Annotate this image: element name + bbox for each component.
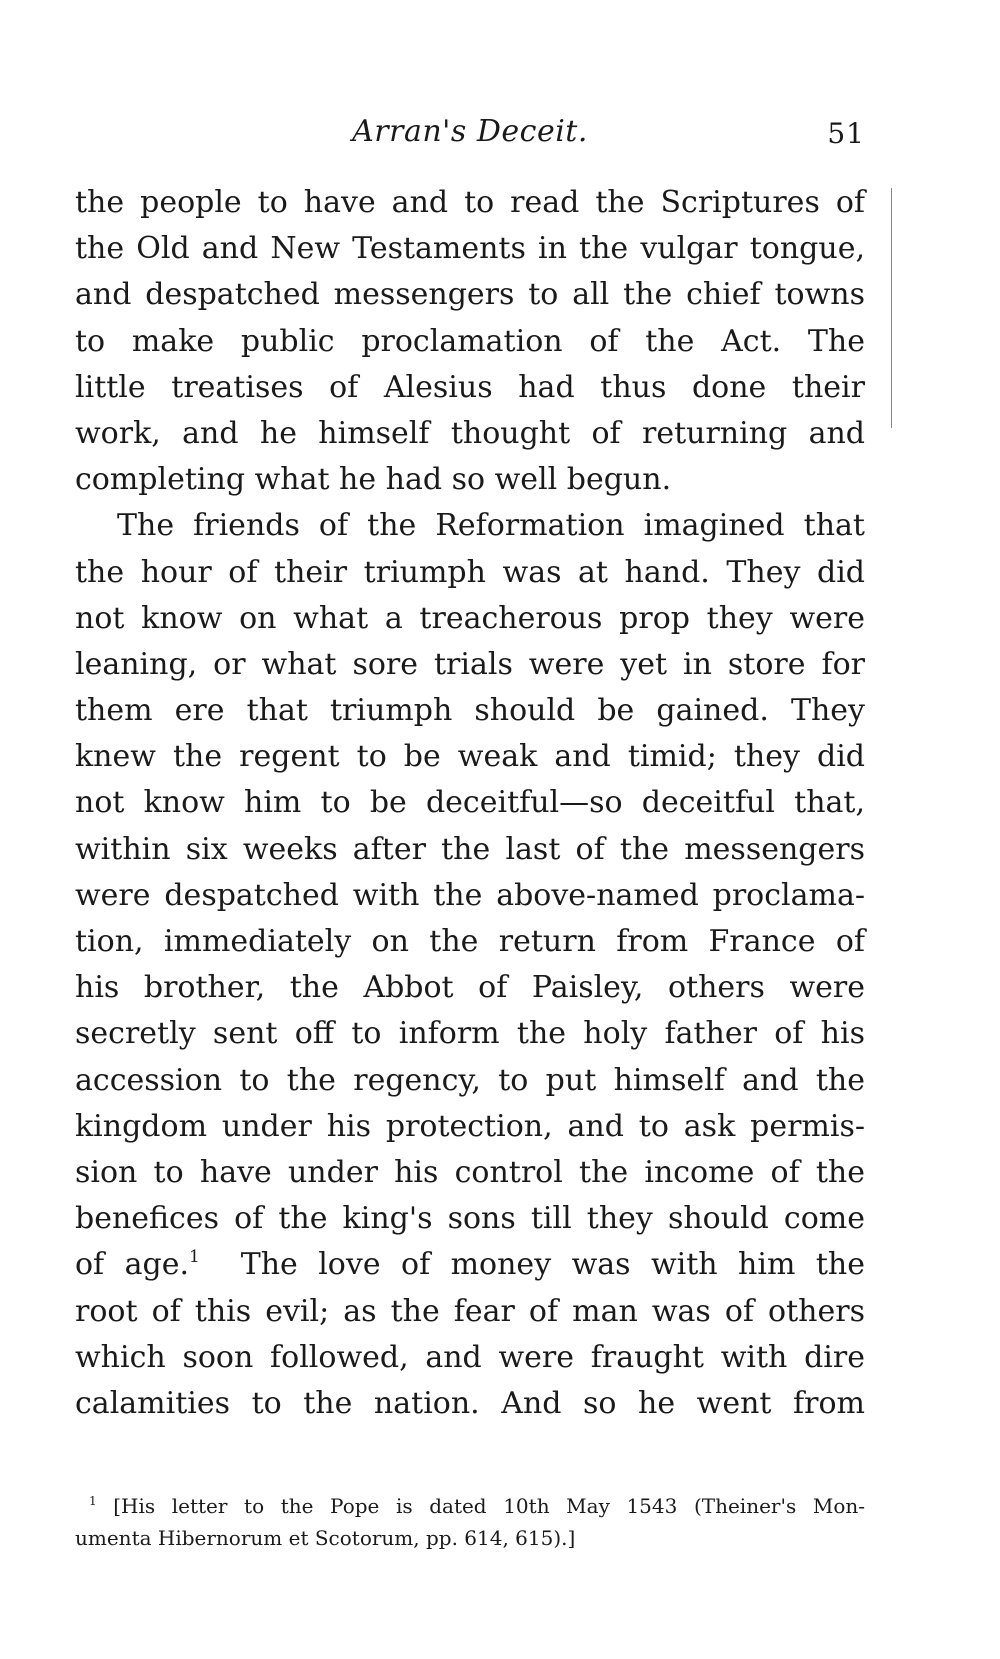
text-line: kingdom under his protection, and to ask permis- [75, 1108, 865, 1144]
text-line: not know him to be deceitful—so deceitful that, [75, 785, 865, 821]
footnote-text: [His letter to the Pope is dated 10th May 1543 (Theiner's Mon- [113, 1494, 865, 1518]
text-line: leaning, or what sore trials were yet in store for [75, 646, 865, 682]
text-line: the Old and New Testaments in the vulgar tongue, [75, 231, 865, 267]
text-line: within six weeks after the last of the messengers [75, 831, 865, 867]
footnote-line: umenta Hibernorum et Scotorum, pp. 614, 615).] [75, 1526, 576, 1550]
body-text [75, 180, 865, 1427]
text-line: completing what he had so well begun. [75, 462, 672, 498]
text-segment: The love of money was with him the [240, 1247, 865, 1283]
paragraph-start-line: The friends of the Reformation imagined that [117, 508, 865, 544]
footnote [75, 1490, 865, 1554]
text-line: benefices of the king's sons till they should come [75, 1201, 865, 1237]
text-segment: of age. [75, 1247, 189, 1283]
text-line: and despatched messengers to all the chief towns [75, 277, 865, 313]
page-header [75, 112, 865, 162]
text-line: sion to have under his control the income of the [75, 1154, 865, 1190]
text-line: accession to the regency, to put himself and the [75, 1062, 865, 1098]
text-line: to make public proclamation of the Act. The [75, 323, 865, 359]
text-line: little treatises of Alesius had thus done their [75, 369, 865, 405]
text-line: secretly sent off to inform the holy father of his [75, 1016, 865, 1052]
text-line: them ere that triumph should be gained. They [75, 693, 865, 729]
margin-line-mark [891, 188, 894, 428]
text-line: were despatched with the above-named proclama- [75, 877, 865, 913]
footnote-line [75, 1490, 865, 1522]
footnote-marker: 1 [89, 1494, 97, 1508]
text-line: the people to have and to read the Scriptures of [75, 185, 865, 220]
page-number: 51 [827, 117, 865, 150]
text-line: root of this evil; as the fear of man was of others [75, 1293, 865, 1329]
running-head: Arran's Deceit. [352, 114, 588, 149]
text-line: the hour of their triumph was at hand. They did [75, 554, 865, 590]
text-line-with-footnote-ref [75, 1242, 865, 1288]
text-line: not know on what a treacherous prop they were [75, 600, 865, 636]
text-line: knew the regent to be weak and timid; they did [75, 739, 865, 775]
text-line: work, and he himself thought of returning and [75, 415, 865, 451]
text-line: tion, immediately on the return from France of [75, 924, 865, 959]
text-line: calamities to the nation. And so he went from [75, 1385, 865, 1421]
text-line: his brother, the Abbot of Paisley, others were [75, 970, 865, 1006]
text-line: which soon followed, and were fraught with dire [75, 1339, 865, 1375]
footnote-reference: 1 [188, 1247, 200, 1268]
